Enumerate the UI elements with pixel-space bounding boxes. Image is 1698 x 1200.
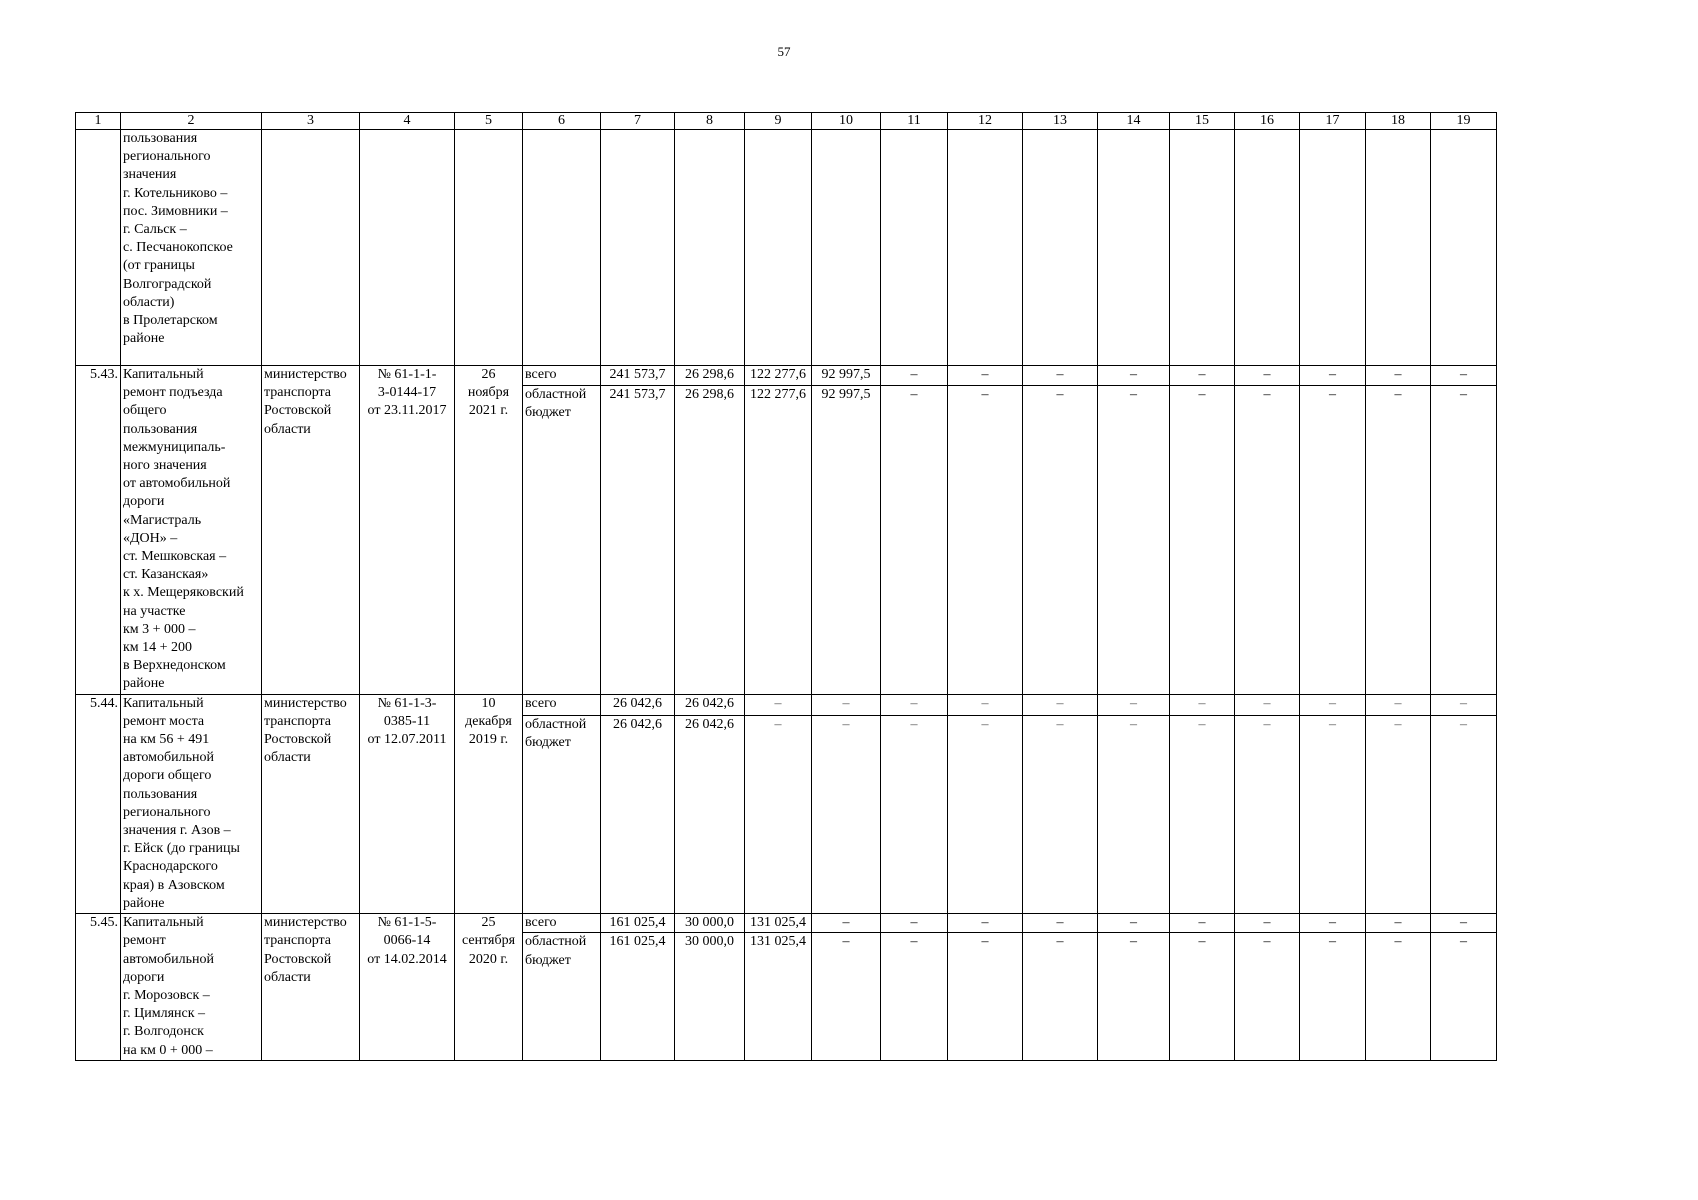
value-cell: –: [948, 716, 1023, 914]
column-number: 1: [76, 113, 121, 130]
value-cell: 122 277,6: [745, 385, 812, 694]
column-number: 13: [1023, 113, 1098, 130]
column-number: 14: [1098, 113, 1170, 130]
cell-empty: [812, 130, 881, 366]
value-cell: –: [881, 366, 948, 386]
column-number: 6: [523, 113, 601, 130]
value-cell: –: [1235, 914, 1300, 933]
value-cell: –: [1431, 716, 1497, 914]
column-number: 5: [455, 113, 523, 130]
value-cell: –: [1235, 933, 1300, 1060]
row-id: 5.45.: [76, 914, 121, 1061]
document-cell: № 61-1-1- 3-0144-17 от 23.11.2017: [360, 366, 455, 695]
value-cell: –: [1235, 694, 1300, 715]
value-cell: 241 573,7: [601, 366, 675, 386]
table-row: [76, 366, 1497, 386]
value-cell: –: [1098, 716, 1170, 914]
value-cell: –: [1300, 694, 1366, 715]
value-cell: 26 042,6: [675, 694, 745, 715]
column-number: 15: [1170, 113, 1235, 130]
document-cell: № 61-1-5- 0066-14 от 14.02.2014: [360, 914, 455, 1061]
value-cell: –: [948, 366, 1023, 386]
value-cell: –: [1366, 366, 1431, 386]
column-number: 2: [121, 113, 262, 130]
value-cell: 26 298,6: [675, 366, 745, 386]
value-cell: –: [1170, 366, 1235, 386]
value-cell: 122 277,6: [745, 366, 812, 386]
value-cell: –: [1366, 914, 1431, 933]
value-cell: –: [1098, 914, 1170, 933]
value-cell: 241 573,7: [601, 385, 675, 694]
value-cell: –: [1431, 366, 1497, 386]
value-cell: –: [1235, 716, 1300, 914]
customer-cell: министерство транспорта Ростовской области: [262, 694, 360, 913]
value-cell: –: [1366, 694, 1431, 715]
value-cell: –: [1366, 385, 1431, 694]
cell-empty: [523, 130, 601, 366]
document-cell: № 61-1-3- 0385-11 от 12.07.2011: [360, 694, 455, 913]
value-cell: –: [881, 716, 948, 914]
column-number: 17: [1300, 113, 1366, 130]
row-id: 5.44.: [76, 694, 121, 913]
object-name-cell: пользования регионального значения г. Котельниково – пос. Зимовники – г. Сальск – с. Песчанокопское (от границы Волгоградской области) в Пролетарском районе: [121, 130, 262, 366]
column-number: 16: [1235, 113, 1300, 130]
value-cell: –: [948, 933, 1023, 1060]
value-cell: –: [948, 694, 1023, 715]
object-name-cell: Капитальный ремонт моста на км 56 + 491 автомобильной дороги общего пользования регионального значения г. Азов – г. Ейск (до границы Краснодарского края) в Азовском районе: [121, 694, 262, 913]
date-cell: 26 ноября 2021 г.: [455, 366, 523, 695]
value-cell: –: [745, 716, 812, 914]
value-cell: –: [1300, 385, 1366, 694]
value-cell: –: [1023, 933, 1098, 1060]
cell-empty: [1023, 130, 1098, 366]
object-name-cell: Капитальный ремонт автомобильной дороги г. Морозовск – г. Цимлянск – г. Волгодонск на км 0 + 000 –: [121, 914, 262, 1061]
cell-empty: [360, 130, 455, 366]
column-number: 7: [601, 113, 675, 130]
column-number: 3: [262, 113, 360, 130]
page-number: 57: [777, 44, 791, 59]
value-cell: –: [1366, 933, 1431, 1060]
column-number: 19: [1431, 113, 1497, 130]
value-cell: 26 042,6: [601, 716, 675, 914]
investment-table: [75, 112, 1497, 1061]
value-cell: –: [812, 694, 881, 715]
cell-empty: [1366, 130, 1431, 366]
value-cell: –: [1366, 716, 1431, 914]
value-cell: –: [1023, 385, 1098, 694]
value-cell: –: [1098, 933, 1170, 1060]
value-cell: 92 997,5: [812, 366, 881, 386]
value-cell: –: [1300, 914, 1366, 933]
value-cell: –: [1170, 385, 1235, 694]
value-cell: –: [1235, 366, 1300, 386]
value-cell: –: [1170, 694, 1235, 715]
funding-source: всего: [523, 914, 601, 933]
row-id: 5.43.: [76, 366, 121, 695]
value-cell: –: [881, 694, 948, 715]
funding-source: областной бюджет: [523, 933, 601, 1060]
value-cell: –: [812, 716, 881, 914]
cell-empty: [455, 130, 523, 366]
funding-source: всего: [523, 694, 601, 715]
continuation-row: [76, 130, 1497, 366]
cell-empty: [601, 130, 675, 366]
value-cell: –: [948, 385, 1023, 694]
column-number: 4: [360, 113, 455, 130]
value-cell: –: [745, 694, 812, 715]
column-number: 12: [948, 113, 1023, 130]
value-cell: 30 000,0: [675, 914, 745, 933]
value-cell: –: [1023, 694, 1098, 715]
table-row: [76, 914, 1497, 933]
value-cell: –: [1170, 914, 1235, 933]
value-cell: –: [1431, 694, 1497, 715]
value-cell: 161 025,4: [601, 914, 675, 933]
value-cell: –: [881, 914, 948, 933]
value-cell: 131 025,4: [745, 933, 812, 1060]
column-number: 10: [812, 113, 881, 130]
value-cell: 30 000,0: [675, 933, 745, 1060]
value-cell: –: [1170, 716, 1235, 914]
value-cell: –: [812, 933, 881, 1060]
cell-empty: [1300, 130, 1366, 366]
value-cell: –: [1098, 366, 1170, 386]
value-cell: 131 025,4: [745, 914, 812, 933]
column-number: 11: [881, 113, 948, 130]
cell-empty: [1235, 130, 1300, 366]
value-cell: –: [1300, 933, 1366, 1060]
value-cell: 26 298,6: [675, 385, 745, 694]
value-cell: 161 025,4: [601, 933, 675, 1060]
value-cell: –: [1098, 694, 1170, 715]
funding-source: областной бюджет: [523, 716, 601, 914]
value-cell: 26 042,6: [601, 694, 675, 715]
funding-source: областной бюджет: [523, 385, 601, 694]
value-cell: –: [1431, 933, 1497, 1060]
value-cell: 92 997,5: [812, 385, 881, 694]
value-cell: –: [1300, 366, 1366, 386]
value-cell: –: [1170, 933, 1235, 1060]
value-cell: 26 042,6: [675, 716, 745, 914]
cell-empty: [745, 130, 812, 366]
cell-empty: [948, 130, 1023, 366]
column-number: 18: [1366, 113, 1431, 130]
value-cell: –: [1300, 716, 1366, 914]
cell-empty: [262, 130, 360, 366]
value-cell: –: [1431, 385, 1497, 694]
column-number-row: [76, 113, 1497, 130]
cell-empty: [1098, 130, 1170, 366]
value-cell: –: [1023, 716, 1098, 914]
customer-cell: министерство транспорта Ростовской области: [262, 366, 360, 695]
value-cell: –: [948, 914, 1023, 933]
value-cell: –: [1023, 914, 1098, 933]
value-cell: –: [881, 385, 948, 694]
value-cell: –: [1023, 366, 1098, 386]
cell-empty: [881, 130, 948, 366]
value-cell: –: [1431, 914, 1497, 933]
column-number: 8: [675, 113, 745, 130]
column-number: 9: [745, 113, 812, 130]
date-cell: 10 декабря 2019 г.: [455, 694, 523, 913]
cell-empty: [1431, 130, 1497, 366]
funding-source: всего: [523, 366, 601, 386]
value-cell: –: [1098, 385, 1170, 694]
value-cell: –: [812, 914, 881, 933]
cell-empty: [76, 130, 121, 366]
value-cell: –: [1235, 385, 1300, 694]
value-cell: –: [881, 933, 948, 1060]
date-cell: 25 сентября 2020 г.: [455, 914, 523, 1061]
cell-empty: [1170, 130, 1235, 366]
table-row: [76, 694, 1497, 715]
cell-empty: [675, 130, 745, 366]
customer-cell: министерство транспорта Ростовской области: [262, 914, 360, 1061]
object-name-cell: Капитальный ремонт подъезда общего пользования межмуниципаль- ного значения от автомобильной дороги «Магистраль «ДОН» – ст. Мешковская – ст. Казанская» к х. Мещеряковский на участке км 3 + 000 – км 14 + 200 в Верхнедонском районе: [121, 366, 262, 695]
